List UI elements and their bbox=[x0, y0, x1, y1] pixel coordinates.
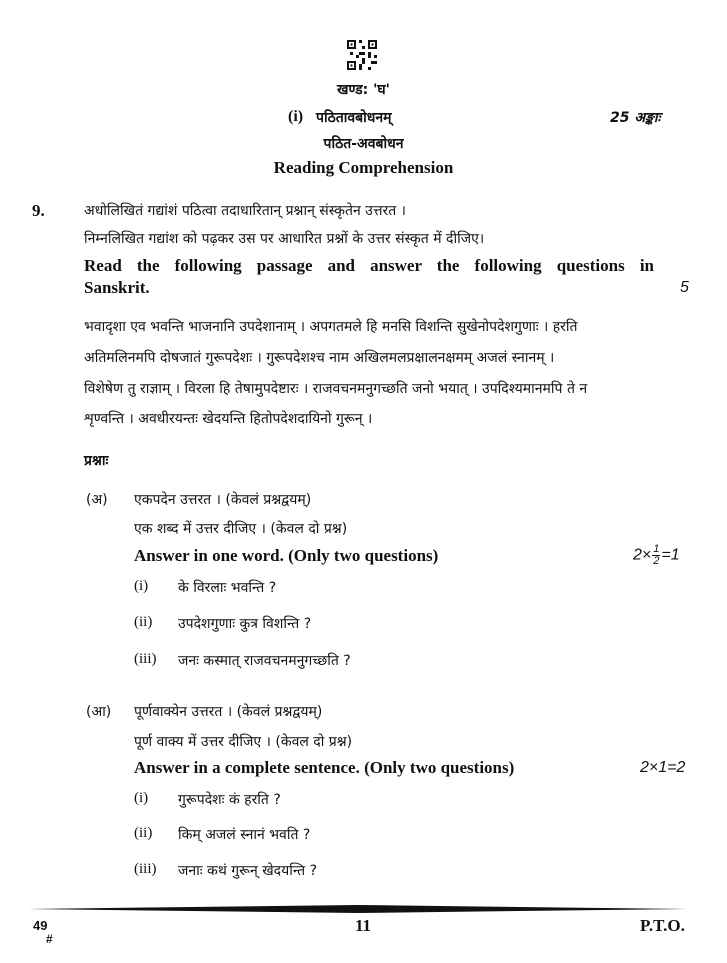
part-b-item-number: (i) bbox=[134, 790, 149, 806]
fraction bbox=[652, 544, 660, 567]
pto-label: P.T.O. bbox=[640, 916, 685, 935]
part-a-item-number: (i) bbox=[134, 578, 149, 594]
part-b-label: (आ) bbox=[86, 704, 112, 720]
part-a-label: (अ) bbox=[86, 492, 108, 508]
part-a-instruction-sanskrit: एकपदेन उत्तरत । (केवलं प्रश्नद्वयम्) bbox=[134, 492, 312, 508]
part-a-item-text: उपदेशगुणाः कुत्र विशन्ति ? bbox=[178, 616, 312, 632]
fraction-denominator: 2 bbox=[653, 555, 660, 567]
section-heading: खण्ड: 'घ' bbox=[337, 82, 390, 98]
instruction-english-line1: Read the following passage and answer the following questions in bbox=[84, 256, 654, 275]
part-b-item-number: (iii) bbox=[134, 861, 157, 877]
total-marks: 25 अङ्काः bbox=[610, 110, 661, 126]
part-a-marks bbox=[633, 544, 680, 567]
part-a-marks-prefix: 2× bbox=[633, 546, 652, 564]
question-number: 9. bbox=[32, 201, 45, 220]
passage-line: विशेषेण तु राज्ञाम् । विरला हि तेषामुपदेष्टारः । राजवचनमनुगच्छति जनो भयात् । उपदिश्यमानमपि ते न bbox=[84, 381, 588, 397]
hash-mark: # bbox=[46, 932, 53, 946]
section-title: पठितावबोधनम् bbox=[316, 110, 392, 126]
part-a-item-text: के विरलाः भवन्ति ? bbox=[178, 580, 277, 596]
part-b-item-number: (ii) bbox=[134, 825, 153, 841]
part-a-instruction-english: Answer in one word. (Only two questions) bbox=[134, 546, 439, 565]
question-marks: 5 bbox=[680, 279, 689, 296]
questions-label: प्रश्नाः bbox=[84, 453, 109, 469]
passage-line: अतिमलिनमपि दोषजातं गुरूपदेशः । गुरूपदेशश्च नाम अखिलमलप्रक्षालनक्षमम् अजलं स्नानम् । bbox=[84, 350, 555, 366]
part-a-item-number: (iii) bbox=[134, 651, 157, 667]
qr-code-icon bbox=[347, 40, 377, 70]
section-number: (i) bbox=[288, 108, 304, 125]
part-b-marks: 2×1=2 bbox=[640, 759, 686, 776]
part-a-instruction-hindi: एक शब्द में उत्तर दीजिए । (केवल दो प्रश्न) bbox=[134, 521, 348, 537]
part-b-item-text: गुरूपदेशः कं हरति ? bbox=[178, 792, 281, 808]
passage-line: शृण्वन्ति । अवधीरयन्तः खेदयन्ति हितोपदेशदायिनो गुरून् । bbox=[84, 411, 373, 427]
subtitle-hindi: पठित-अवबोधन bbox=[323, 136, 404, 152]
part-b-item-text: किम् अजलं स्नानं भवति ? bbox=[178, 827, 311, 843]
part-b-instruction-sanskrit: पूर्णवाक्येन उत्तरत । (केवलं प्रश्नद्वयम्) bbox=[134, 704, 323, 720]
subtitle-english: Reading Comprehension bbox=[273, 158, 454, 177]
part-b-instruction-hindi: पूर्ण वाक्य में उत्तर दीजिए । (केवल दो प्रश्न) bbox=[134, 734, 353, 750]
instruction-english-line2: Sanskrit. bbox=[84, 278, 150, 297]
part-a-item-text: जनः कस्मात् राजवचनमनुगच्छति ? bbox=[178, 653, 351, 669]
instruction-hindi: निम्नलिखित गद्यांश को पढ़कर उस पर आधारित प्रश्नों के उत्तर संस्कृत में दीजिए। bbox=[84, 231, 485, 247]
footer-rule bbox=[28, 904, 688, 914]
paper-code: 49 bbox=[33, 918, 48, 933]
part-b-instruction-english: Answer in a complete sentence. (Only two questions) bbox=[134, 758, 515, 777]
part-a-item-number: (ii) bbox=[134, 614, 153, 630]
part-b-item-text: जनाः कथं गुरून् खेदयन्ति ? bbox=[178, 863, 317, 879]
instruction-sanskrit: अधोलिखितं गद्यांशं पठित्वा तदाधारितान् प्रश्नान् संस्कृतेन उत्तरत । bbox=[84, 203, 406, 219]
fraction-numerator: 1 bbox=[653, 543, 660, 555]
page-number: 11 bbox=[355, 916, 372, 935]
passage-line: भवादृशा एव भवन्ति भाजनानि उपदेशानाम् । अपगतमले हि मनसि विशन्ति सुखेनोपदेशगुणाः । हरति bbox=[84, 319, 578, 335]
part-a-marks-suffix: =1 bbox=[661, 546, 680, 564]
